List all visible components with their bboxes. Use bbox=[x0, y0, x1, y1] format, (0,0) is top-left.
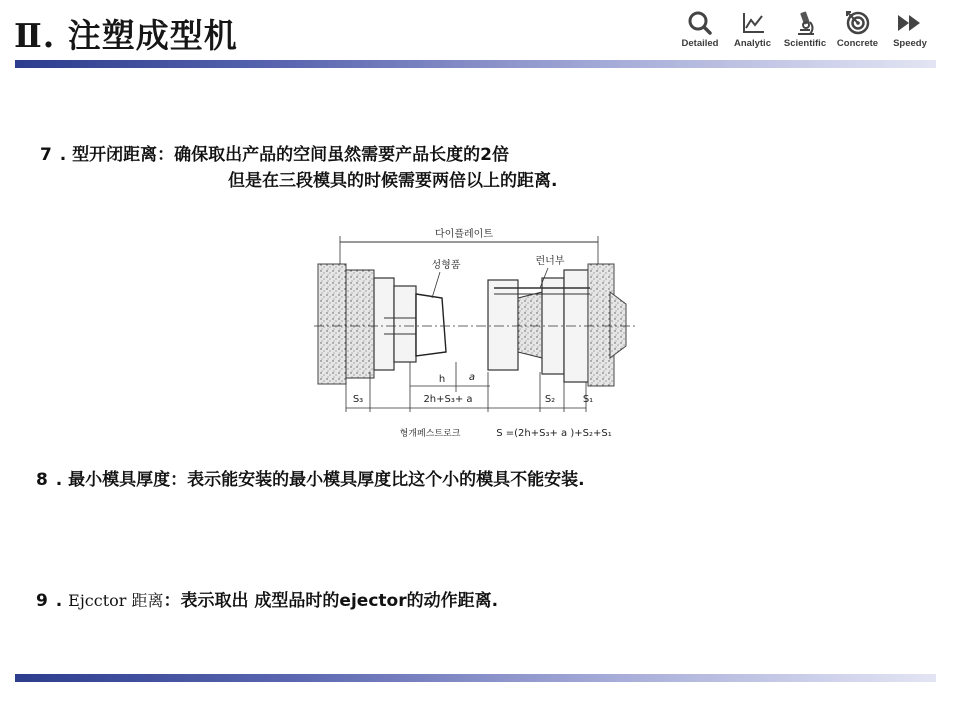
item-7-number: 7 bbox=[40, 145, 52, 165]
search-icon bbox=[685, 10, 715, 36]
fixed-mold-plate bbox=[346, 270, 374, 378]
label-die-plate: 다이플레이트 bbox=[435, 229, 493, 240]
target-icon bbox=[843, 10, 873, 36]
microscope-icon bbox=[790, 10, 820, 36]
line-chart-icon bbox=[738, 10, 768, 36]
detailed-label: Detailed bbox=[681, 38, 719, 49]
caption-formula: S =(2h+S₃+ a )+S₂+S₁ bbox=[496, 428, 612, 439]
page-title: Ⅱ. 注塑成型机 bbox=[14, 16, 238, 55]
molded-part bbox=[416, 294, 446, 356]
item-7-heading: 型开闭距离 bbox=[72, 145, 158, 165]
analytic-button[interactable] bbox=[727, 10, 779, 54]
fast-forward-icon bbox=[895, 10, 925, 36]
dim-s2: S₂ bbox=[544, 394, 556, 405]
label-runner: 런너부 bbox=[535, 256, 565, 267]
speedy-button[interactable] bbox=[884, 10, 936, 54]
label-molded-part: 성형품 bbox=[431, 260, 461, 271]
detailed-button[interactable] bbox=[674, 10, 726, 54]
dim-s1: S₁ bbox=[582, 394, 594, 405]
item-8-line: 8 . 最小模具厚度：表示能安装的最小模具厚度比这个小的模具不能安装. bbox=[36, 470, 585, 490]
header-divider bbox=[15, 60, 936, 68]
mold-opening-diagram bbox=[314, 222, 638, 444]
concrete-label: Concrete bbox=[836, 38, 879, 49]
item-8-number: 8 bbox=[36, 470, 48, 490]
item-8-text: 表示能安装的最小模具厚度比这个小的模具不能安装. bbox=[187, 470, 585, 490]
dim-h: h bbox=[438, 374, 446, 385]
scientific-button[interactable] bbox=[779, 10, 831, 54]
dim-s3: S₃ bbox=[352, 394, 364, 405]
caption-opening-stroke: 형개페스트로크 bbox=[399, 429, 461, 439]
item-8-heading: 最小模具厚度 bbox=[68, 470, 171, 490]
item-9-heading: Ejcctor 距离 bbox=[68, 591, 164, 610]
item-7-text-1: 确保取出产品的空间虽然需要产品长度的2倍 bbox=[174, 145, 509, 165]
item-7-line-2: 但是在三段模具的时候需要两倍以上的距离. bbox=[228, 171, 558, 191]
item-9-number: 9 bbox=[36, 591, 48, 611]
dim-total: 2h+S₃+ a bbox=[423, 394, 473, 405]
speedy-label: Speedy bbox=[893, 38, 927, 49]
scientific-label: Scientific bbox=[783, 38, 827, 49]
fixed-platen bbox=[318, 264, 346, 384]
item-9-line: 9 . Ejcctor 距离：表示取出 成型品时的ejector的动作距离. bbox=[36, 591, 499, 611]
analytic-label: Analytic bbox=[734, 38, 771, 49]
item-9-text: 表示取出 成型品时的ejector的动作距离. bbox=[180, 591, 499, 611]
concrete-button[interactable] bbox=[832, 10, 884, 54]
dim-a: a bbox=[468, 372, 476, 383]
icon-toolbar bbox=[674, 10, 936, 54]
footer-divider bbox=[15, 674, 936, 682]
item-7-line-1: 7 . 型开闭距离：确保取出产品的空间虽然需要产品长度的2倍 bbox=[40, 145, 509, 165]
